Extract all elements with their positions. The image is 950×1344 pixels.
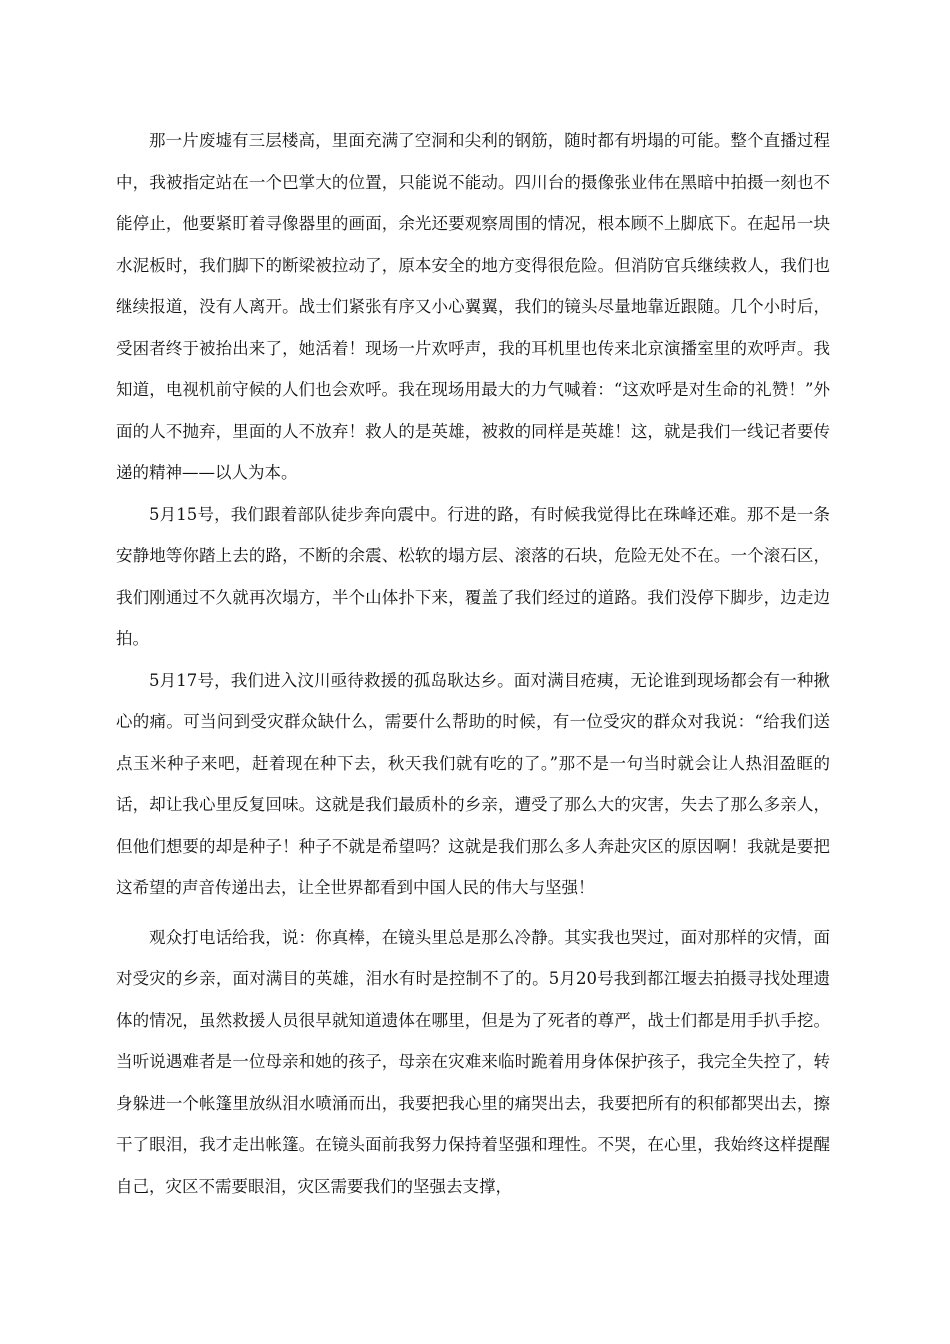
- paragraph-rescue-live-broadcast: 那一片废墟有三层楼高，里面充满了空洞和尖利的钢筋，随时都有坍塌的可能。整个直播过程中，我被指定站在一个巴掌大的位置，只能说不能动。四川台的摄像张业伟在黑暗中拍摄一刻也不能停止，他要紧盯着寻像器里的画面，余光还要观察周围的情况，根本顾不上脚底下。在起吊一块水泥板时，我们脚下的断梁被拉动了，原本安全的地方变得很危险。但消防官兵继续救人，我们也继续报道，没有人离开。战士们紧张有序又小心翼翼，我们的镜头尽量地靠近跟随。几个小时后，受困者终于被抬出来了，她活着！现场一片欢呼声，我的耳机里也传来北京演播室里的欢呼声。我知道，电视机前守候的人们也会欢呼。我在现场用最大的力气喊着：“这欢呼是对生命的礼赞！”外面的人不抛弃，里面的人不放弃！救人的是英雄，被救的同样是英雄！这，就是我们一线记者要传递的精神——以人为本。: [116, 131, 830, 482]
- document-body: [116, 120, 830, 1207]
- paragraph-gengda-village: 5月17号，我们进入汶川亟待救援的孤岛耿达乡。面对满目疮痍，无论谁到现场都会有一种揪心的痛。可当问到受灾群众缺什么，需要什么帮助的时候，有一位受灾的群众对我说：“给我们送点玉米种子来吧，赶着现在种下去，秋天我们就有吃的了。”那不是一句当时就会让人热泪盈眶的话，却让我心里反复回味。这就是我们最质朴的乡亲，遭受了那么大的灾害，失去了那么多亲人，但他们想要的却是种子！种子不就是希望吗？这就是我们那么多人奔赴灾区的原因啊！我就是要把这希望的声音传递出去，让全世界都看到中国人民的伟大与坚强！: [116, 670, 830, 897]
- paragraph-march-to-epicenter: 5月15号，我们跟着部队徒步奔向震中。行进的路，有时候我觉得比在珠峰还难。那不是一条安静地等你踏上去的路，不断的余震、松软的塌方层、滚落的石块，危险无处不在。一个滚石区，我们刚通过不久就再次塌方，半个山体扑下来，覆盖了我们经过的道路。我们没停下脚步，边走边拍。: [116, 504, 830, 648]
- paragraph-tears-and-strength: 观众打电话给我，说：你真棒，在镜头里总是那么冷静。其实我也哭过，面对那样的灾情，面对受灾的乡亲，面对满目的英雄，泪水有时是控制不了的。5月20号我到都江堰去拍摄寻找处理遗体的情况，虽然救援人员很早就知道遗体在哪里，但是为了死者的尊严，战士们都是用手扒手挖。当听说遇难者是一位母亲和她的孩子，母亲在灾难来临时跪着用身体保护孩子，我完全失控了，转身躲进一个帐篷里放纵泪水喷涌而出，我要把我心里的痛哭出去，我要把所有的积郁都哭出去，擦干了眼泪，我才走出帐篷。在镜头面前我努力保持着坚强和理性。不哭，在心里，我始终这样提醒自己，灾区不需要眼泪，灾区需要我们的坚强去支撑，: [116, 927, 830, 1196]
